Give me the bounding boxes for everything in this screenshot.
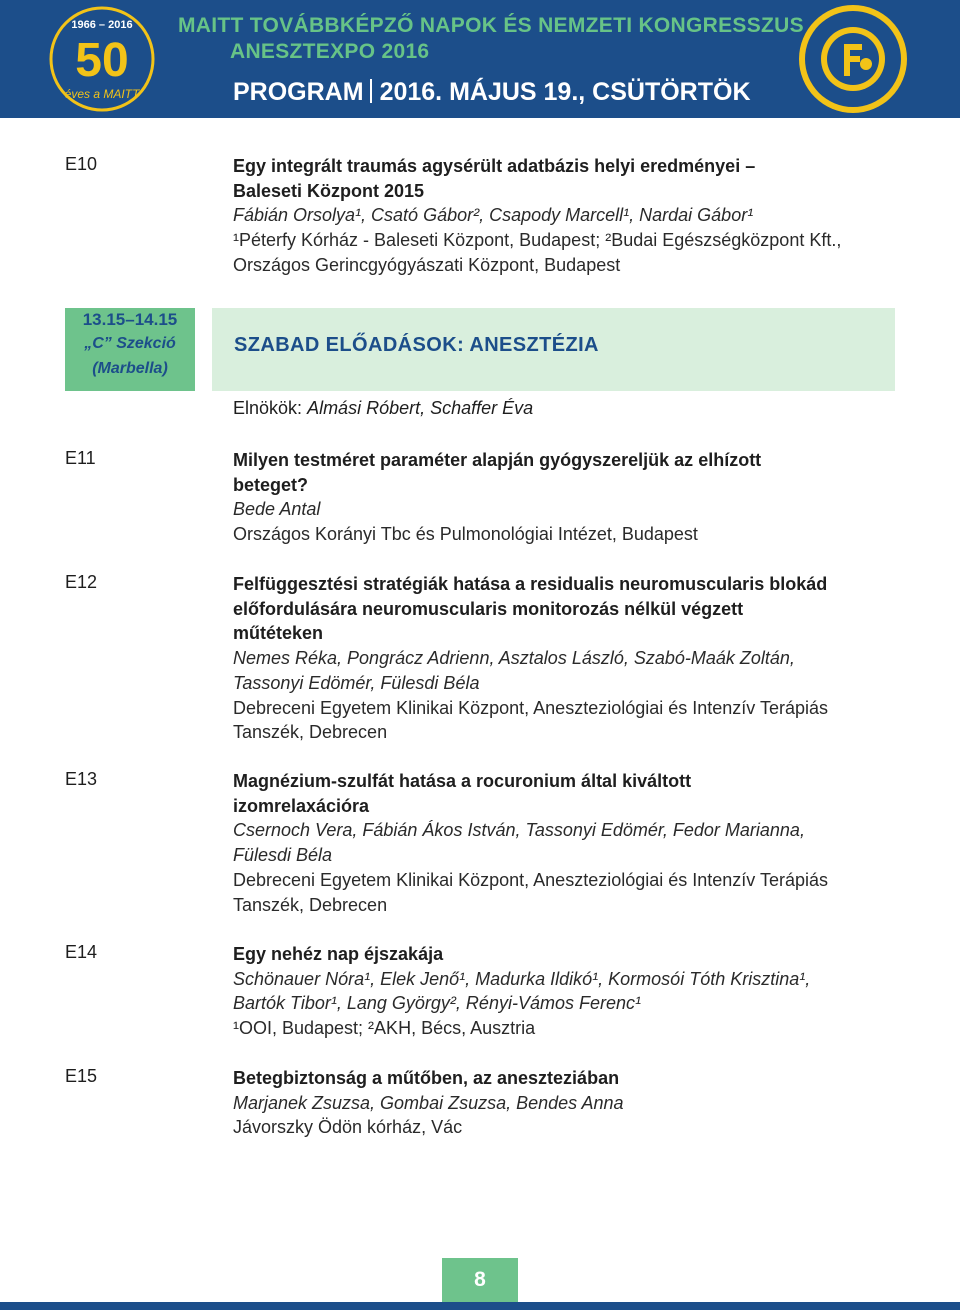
expo-title: ANESZTEXPO 2016 bbox=[230, 40, 430, 63]
entry-number: E14 bbox=[65, 942, 98, 962]
page-header bbox=[0, 0, 960, 118]
presentation-affiliation: Országos Gerincgyógyászati Központ, Budapest bbox=[233, 254, 621, 275]
presentation-entry bbox=[233, 572, 903, 745]
session-time: 13.15–14.15 bbox=[82, 310, 178, 329]
presentation-affiliation: Jávorszky Ödön kórház, Vác bbox=[233, 1117, 463, 1138]
session-chairs bbox=[233, 398, 533, 419]
session-room: (Marbella) bbox=[92, 360, 168, 377]
entry-number: E11 bbox=[65, 448, 96, 468]
program-date-line bbox=[233, 78, 751, 107]
anniversary-logo bbox=[44, 6, 162, 112]
presentation-entry bbox=[233, 448, 903, 547]
congress-title: MAITT TOVÁBBKÉPZŐ NAPOK ÉS NEMZETI KONGRESSZUS bbox=[178, 14, 804, 37]
presentation-title: Felfüggesztési stratégiák hatása a residualis neuromuscularis blokád bbox=[233, 574, 828, 594]
presentation-title: Milyen testméret paraméter alapján gyógyszereljük az elhízott bbox=[233, 450, 762, 470]
program-label: PROGRAM bbox=[233, 78, 364, 106]
presentation-affiliation: Országos Korányi Tbc és Pulmonológiai Intézet, Budapest bbox=[233, 524, 698, 545]
presentation-affiliation: ¹Péterfy Kórház - Baleseti Központ, Budapest; ²Budai Egészségközpont Kft., bbox=[233, 230, 842, 251]
presentation-affiliation: ¹OOI, Budapest; ²AKH, Bécs, Ausztria bbox=[233, 1018, 536, 1039]
presentation-title: beteget? bbox=[233, 474, 309, 495]
presentation-authors: Bede Antal bbox=[233, 499, 321, 520]
presentation-entry bbox=[233, 154, 903, 278]
presentation-title: Egy nehéz nap éjszakája bbox=[233, 944, 444, 964]
presentation-authors: Csernoch Vera, Fábián Ákos István, Tassonyi Edömér, Fedor Marianna, bbox=[233, 820, 805, 841]
society-seal-logo bbox=[796, 2, 910, 116]
logo-caption: éves a MAITT bbox=[64, 87, 140, 101]
presentation-affiliation: Debreceni Egyetem Klinikai Központ, Aneszteziológiai és Intenzív Terápiás bbox=[233, 869, 829, 890]
chair-names: Almási Róbert, Schaffer Éva bbox=[307, 398, 534, 418]
presentation-authors: Marjanek Zsuzsa, Gombai Zsuzsa, Bendes Anna bbox=[233, 1092, 624, 1113]
entry-number: E13 bbox=[65, 769, 98, 789]
logo-number: 50 bbox=[75, 34, 129, 87]
session-title-box bbox=[212, 308, 895, 391]
presentation-title: izomrelaxációra bbox=[233, 795, 370, 816]
logo-years: 1966 – 2016 bbox=[71, 19, 133, 31]
presentation-authors: Fülesdi Béla bbox=[233, 845, 333, 866]
session-title: SZABAD ELŐADÁSOK: ANESZTÉZIA bbox=[234, 334, 599, 356]
session-name: „C” Szekció bbox=[84, 335, 176, 352]
presentation-title: Betegbiztonság a műtőben, az aneszteziában bbox=[233, 1068, 620, 1088]
presentation-entry bbox=[233, 769, 903, 917]
entry-number: E12 bbox=[65, 572, 98, 592]
entry-number: E10 bbox=[65, 154, 98, 174]
program-date: 2016. MÁJUS 19., CSÜTÖRTÖK bbox=[379, 78, 751, 106]
presentation-title: Magnézium-szulfát hatása a rocuronium által kiváltott bbox=[233, 771, 692, 791]
presentation-entry bbox=[233, 942, 903, 1041]
divider bbox=[370, 79, 372, 103]
presentation-affiliation: Tanszék, Debrecen bbox=[233, 894, 388, 915]
presentation-affiliation: Tanszék, Debrecen bbox=[233, 722, 388, 743]
presentation-title: előfordulására neuromuscularis monitorozás nélkül végzett bbox=[233, 598, 744, 619]
footer-bar bbox=[0, 1302, 960, 1310]
session-time-box bbox=[65, 308, 195, 391]
presentation-authors: Schönauer Nóra¹, Elek Jenő¹, Madurka Ildikó¹, Kormosói Tóth Krisztina¹, bbox=[233, 968, 811, 989]
presentation-authors: Bartók Tibor¹, Lang György², Rényi-Vámos Ferenc¹ bbox=[233, 993, 641, 1014]
entry-number: E15 bbox=[65, 1066, 98, 1086]
presentation-authors: Tassonyi Edömér, Fülesdi Béla bbox=[233, 672, 480, 693]
presentation-title: Baleseti Központ 2015 bbox=[233, 180, 425, 201]
presentation-entry bbox=[233, 1066, 903, 1140]
chair-label: Elnökök: bbox=[233, 398, 303, 418]
presentation-affiliation: Debreceni Egyetem Klinikai Központ, Aneszteziológiai és Intenzív Terápiás bbox=[233, 697, 829, 718]
presentation-title: Egy integrált traumás agysérült adatbázis helyi eredményei – bbox=[233, 156, 756, 176]
presentation-title: műtéteken bbox=[233, 623, 324, 644]
presentation-authors: Fábián Orsolya¹, Csató Gábor², Csapody Marcell¹, Nardai Gábor¹ bbox=[233, 205, 754, 226]
presentation-authors: Nemes Réka, Pongrácz Adrienn, Asztalos László, Szabó-Maák Zoltán, bbox=[233, 648, 795, 669]
page-number: 8 bbox=[442, 1258, 518, 1302]
